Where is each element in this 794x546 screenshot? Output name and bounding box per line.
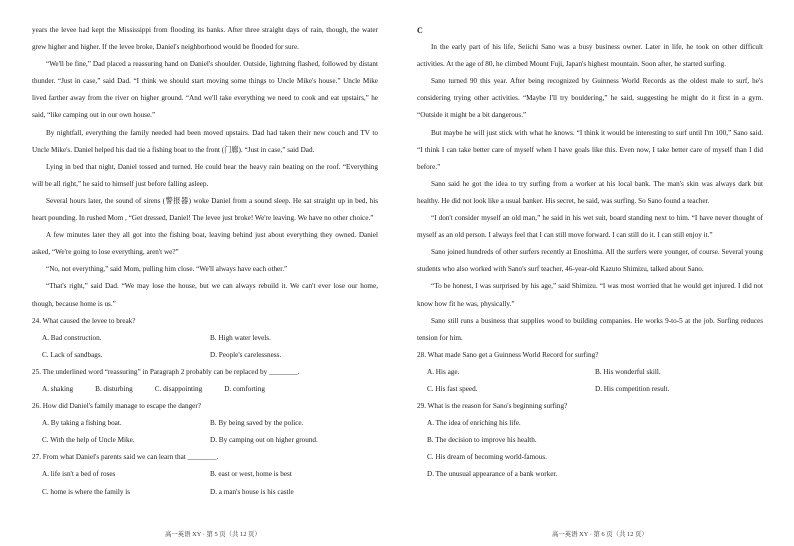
passage-c-paragraph-7: “To be honest, I was surprised by his age,” said Shimizu. “I was most worried that he would get injured. I did not know how fit he was, physically.” <box>417 282 763 308</box>
question-24 <box>32 313 378 364</box>
answer-options <box>32 330 378 364</box>
option-a[interactable]: A. Bad construction. <box>42 333 102 342</box>
option-c[interactable]: C. His fast speed. <box>427 384 478 393</box>
passage-c-paragraph-6: Sano joined hundreds of other surfers recently at Enoshima. All the surfers were younger, of course. Several young students who also worked with Sano's surf teacher, 46-year-old Kazuto Shimizu, talked about Sano. <box>417 248 763 274</box>
question-29 <box>417 398 763 483</box>
question-25 <box>32 364 378 398</box>
passage-b-paragraph-8: “That's right,” said Dad. “We may lose the house, but we can always rebuild it. We can't ever lose our home, though, because home is us.” <box>32 282 378 308</box>
option-d[interactable]: D. His competition result. <box>595 384 670 393</box>
option-a[interactable]: A. His age. <box>427 367 460 376</box>
question-26 <box>32 398 378 449</box>
passage-b-paragraph-3: By nightfall, everything the family needed had been moved upstairs. Dad had taken their new couch and TV to Uncle Mike's. Daniel helped his dad tie a fishing boat to the front (门廊). “Just in case,” said Dad. <box>32 128 378 154</box>
option-b[interactable]: B. disturbing <box>95 384 133 393</box>
question-stem: 29. What is the reason for Sano's beginning surfing? <box>417 402 568 411</box>
question-27 <box>32 449 378 500</box>
option-c[interactable]: C. disappointing <box>154 384 203 393</box>
passage-b-paragraph-2: “We'll be fine,” Dad placed a reassuring hand on Daniel's shoulder. Outside, lightning flashed, followed by distant thunder. “Just in case,” said Dad. “I think we should start moving some things to Uncle Mike's house.” Uncle Mike lived farther away from the river on higher ground. “And we'll take everything we need to cook and eat upstairs,” he said, “like camping out in our own house.” <box>32 60 378 120</box>
option-c[interactable]: C. home is where the family is <box>42 487 131 496</box>
passage-c-paragraph-1: In the early part of his life, Seiichi Sano was a busy business owner. Later in life, he took on other difficult activities. At the age of 80, he climbed Mount Fuji, Japan's highest mountain. Soon after, he started surfing. <box>417 43 763 69</box>
option-a[interactable]: A. shaking <box>42 384 74 393</box>
option-a[interactable]: A. By taking a fishing boat. <box>42 419 122 428</box>
passage-c-paragraph-2: Sano turned 90 this year. After being recognized by Guinness World Records as the oldest male to surf, he's considering trying other activities. “Maybe I'll try bouldering,” he said, suggesting he might do it first in a gym. “Outside it might be a bit dangerous.” <box>417 77 763 120</box>
option-d[interactable]: D. a man's house is his castle <box>210 487 294 496</box>
page-footer-left: 高一英语 XY · 第 5 页（共 12 页） <box>165 531 261 538</box>
passage-b-paragraph-6: A few minutes later they all got into the fishing boat, leaving behind just about everything they owned. Daniel asked, “We're going to lose everything, aren't we?” <box>32 231 378 257</box>
option-c[interactable]: C. Lack of sandbags. <box>42 350 103 359</box>
passage-c-paragraph-8: Sano still runs a business that supplies wood to building companies. He works 9-to-5 at the job. Surfing reduces tension for him. <box>417 316 763 342</box>
option-b[interactable]: B. By being saved by the police. <box>210 419 304 428</box>
option-b[interactable]: B. His wonderful skill. <box>595 367 661 376</box>
answer-options <box>417 415 763 483</box>
passage-b-paragraph-5: Several hours later, the sound of sirens (警报器) woke Daniel from a sound sleep. He sat straight up in bed, his heart pounding. In rushed Mom , “Get dressed, Daniel! The levee just broke! We're leaving. We have no other choice.” <box>32 196 378 223</box>
option-a[interactable]: A. The idea of enriching his life. <box>427 419 521 428</box>
question-stem: 26. How did Daniel's family manage to escape the danger? <box>32 402 201 411</box>
option-c[interactable]: C. With the help of Uncle Mike. <box>42 436 135 445</box>
answer-options <box>32 381 378 398</box>
question-stem: 25. The underlined word “reassuring” in Paragraph 2 probably can be replaced by ________. <box>32 367 300 376</box>
question-stem: 24. What caused the levee to break? <box>32 316 136 325</box>
option-d[interactable]: D. The unusual appearance of a bank worker. <box>427 470 558 479</box>
option-b[interactable]: B. The decision to improve his health. <box>427 436 537 445</box>
passage-b-paragraph-4: Lying in bed that night, Daniel tossed and turned. He could hear the heavy rain beating on the roof. “Everything will be all right,” he said to himself just before falling asleep. <box>32 162 378 188</box>
passage-c-paragraph-5: “I don't consider myself an old man,” he said in his wet suit, board standing next to him. “I have never thought of myself as an old person. I always feel that I can still move forward. I can still do it. I can still enjoy it.” <box>417 214 763 240</box>
passage-c-paragraph-3: But maybe he will just stick with what he knows. “I think it would be interesting to surf until I'm 100,” Sano said. “I think I can take better care of myself when I have goals like this. Even now, I take better care of myself than I did before.” <box>417 128 763 171</box>
question-stem: 27. From what Daniel's parents said we can learn that ________. <box>32 453 219 462</box>
passage-b-paragraph-1: years the levee had kept the Mississippi from flooding its banks. After three straight days of rain, though, the water grew higher and higher. If the levee broke, Daniel's neighborhood would be flooded for sure. <box>32 26 378 52</box>
passage-c-paragraph-4: Sano said he got the idea to try surfing from a worker at his local bank. The man's skin was always dark but healthy. He did not look like a usual banker. His secret, he said, was surfing. So Sano found a teacher. <box>417 179 763 205</box>
left-page-column <box>32 22 378 501</box>
option-d[interactable]: D. People's carelessness. <box>210 350 282 359</box>
question-28 <box>417 347 763 398</box>
page-footer-right: 高一英语 XY · 第 6 页（共 12 页） <box>552 531 648 538</box>
option-d[interactable]: D. comforting <box>224 384 265 393</box>
option-c[interactable]: C. His dream of becoming world-famous. <box>427 453 547 462</box>
answer-options <box>417 364 763 398</box>
option-a[interactable]: A. life isn't a bed of roses <box>42 470 116 479</box>
option-d[interactable]: D. By camping out on higher ground. <box>210 436 318 445</box>
answer-options <box>32 466 378 500</box>
right-page-column <box>417 22 763 484</box>
passage-b-paragraph-7: “No, not everything,” said Mom, pulling him close. “We'll always have each other.” <box>46 265 288 274</box>
question-stem: 28. What made Sano get a Guinness World Record for surfing? <box>417 350 599 359</box>
option-b[interactable]: B. High water levels. <box>210 333 271 342</box>
option-b[interactable]: B. east or west, home is best <box>210 470 292 479</box>
section-c-title: C <box>417 26 423 35</box>
answer-options <box>32 415 378 449</box>
